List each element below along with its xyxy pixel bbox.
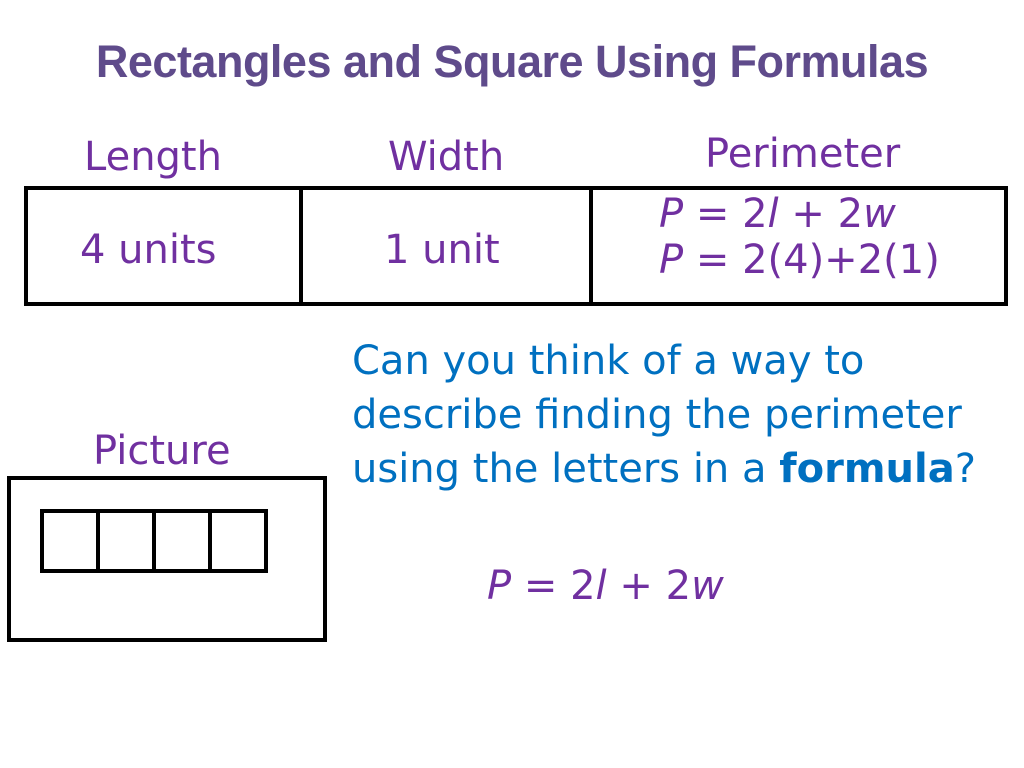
length-value: 4 units: [80, 227, 217, 273]
formula-w: w: [691, 563, 724, 609]
unit-square: [152, 509, 212, 573]
formula-plus: + 2: [606, 563, 692, 609]
formula-w: w: [863, 191, 896, 237]
formula-p: P: [659, 237, 684, 283]
width-header: Width: [388, 134, 505, 180]
formula-l: l: [767, 191, 779, 237]
formula-substitution: = 2(4)+2(1): [683, 237, 940, 283]
unit-square: [96, 509, 156, 573]
length-header: Length: [84, 134, 222, 180]
question-end: ?: [954, 446, 976, 492]
slide-title: Rectangles and Square Using Formulas: [95, 36, 929, 87]
question-text: [352, 334, 992, 496]
width-value: 1 unit: [384, 227, 500, 273]
formula-l: l: [595, 563, 607, 609]
answer-formula: [487, 563, 724, 609]
unit-square: [208, 509, 268, 573]
perimeter-formula-general: [659, 191, 896, 237]
perimeter-header: Perimeter: [705, 131, 901, 177]
picture-label: Picture: [93, 428, 231, 474]
formula-eq: = 2: [511, 563, 596, 609]
perimeter-formula-substituted: [659, 237, 940, 283]
formula-p: P: [487, 563, 512, 609]
table-divider: [299, 190, 303, 302]
question-body: Can you think of a way to describe finding the perimeter using the letters in a: [352, 338, 962, 492]
unit-square: [40, 509, 100, 573]
unit-square-row: [40, 509, 264, 573]
table-divider: [589, 190, 593, 302]
formula-plus: + 2: [778, 191, 864, 237]
question-emphasis: formula: [779, 446, 955, 492]
formula-p: P: [659, 191, 684, 237]
formula-eq: = 2: [683, 191, 768, 237]
